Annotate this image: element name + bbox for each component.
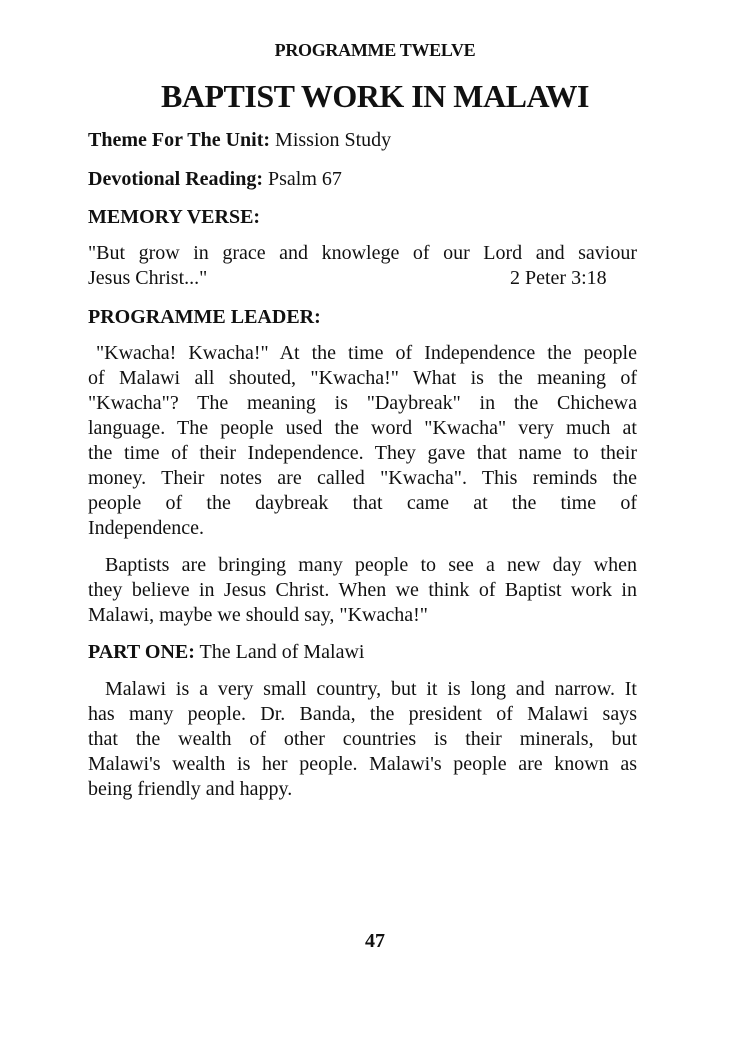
- paragraph-line: money. Their notes are called "Kwacha". This reminds the: [88, 467, 637, 489]
- paragraph-line: Malawi's wealth is her people. Malawi's people are known as: [88, 753, 637, 775]
- theme-value: Mission Study: [270, 129, 392, 151]
- memory-verse-label: MEMORY VERSE:: [88, 206, 261, 228]
- paragraph-line: that the wealth of other countries is their minerals, but: [88, 728, 637, 750]
- paragraph-line: Malawi is a very small country, but it is long and narrow. It: [105, 678, 637, 700]
- paragraph-line: people of the daybreak that came at the time of: [88, 492, 637, 514]
- paragraph-line: Baptists are bringing many people to see a new day when: [105, 554, 637, 576]
- paragraph-line: they believe in Jesus Christ. When we think of Baptist work in: [88, 579, 637, 601]
- memory-verse-reference: 2 Peter 3:18: [510, 267, 607, 289]
- paragraph-line: Malawi, maybe we should say, "Kwacha!": [88, 604, 428, 626]
- theme-line: [88, 128, 637, 153]
- page-title: BAPTIST WORK IN MALAWI: [161, 78, 589, 114]
- paragraph-line: the time of their Independence. They gave that name to their: [88, 442, 637, 464]
- paragraph-line: "Kwacha! Kwacha!" At the time of Independence the people: [96, 342, 637, 364]
- part-one-heading: [88, 640, 637, 665]
- paragraph-line: "Kwacha"? The meaning is "Daybreak" in the Chichewa: [88, 392, 637, 414]
- theme-label: Theme For The Unit:: [88, 129, 271, 151]
- programme-leader-label: PROGRAMME LEADER:: [88, 306, 321, 328]
- programme-kicker: PROGRAMME TWELVE: [274, 40, 476, 60]
- paragraph-line: language. The people used the word "Kwacha" very much at: [88, 417, 637, 439]
- devotional-label: Devotional Reading:: [88, 168, 263, 190]
- page-number: 47: [365, 930, 385, 952]
- paragraph-line: has many people. Dr. Banda, the president of Malawi says: [88, 703, 637, 725]
- paragraph-line: being friendly and happy.: [88, 778, 293, 800]
- memory-verse-line: "But grow in grace and knowlege of our Lord and saviour: [88, 242, 637, 264]
- devotional-value: Psalm 67: [263, 168, 342, 190]
- memory-verse-line: Jesus Christ...": [88, 267, 208, 289]
- devotional-line: [88, 167, 637, 192]
- part-one-title: The Land of Malawi: [194, 641, 365, 663]
- paragraph-line: of Malawi all shouted, "Kwacha!" What is the meaning of: [88, 367, 637, 389]
- paragraph-line: Independence.: [88, 517, 205, 539]
- part-one-label: PART ONE:: [88, 641, 195, 663]
